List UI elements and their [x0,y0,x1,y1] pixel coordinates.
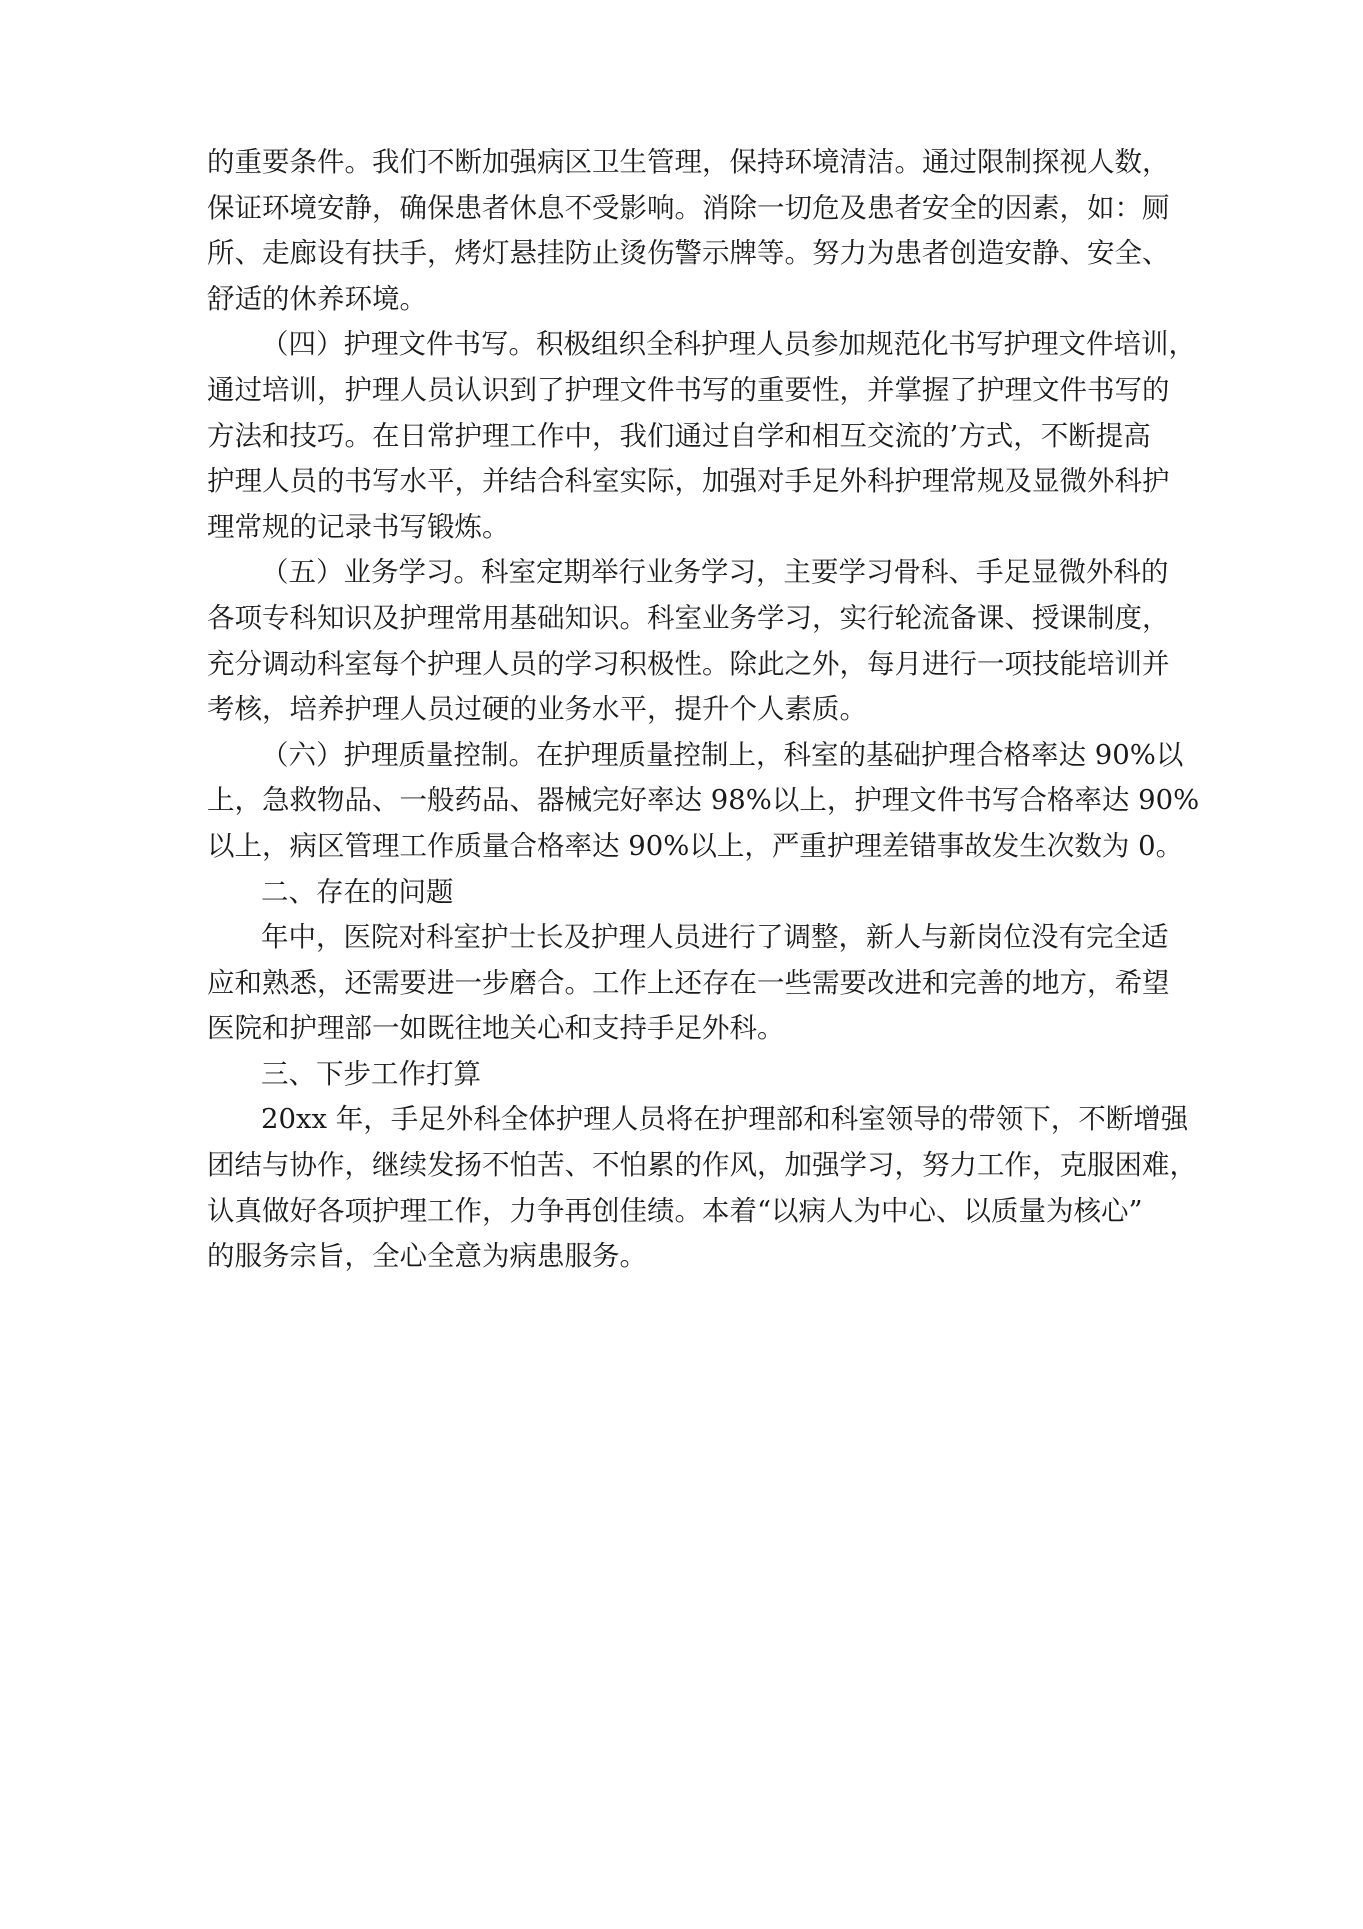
text-line: 充分调动科室每个护理人员的学习积极性。除此之外，每月进行一项技能培训并 [207,647,1170,680]
text-line: 年中，医院对科室护士长及护理人员进行了调整，新人与新岗位没有完全适 [261,921,1169,954]
text-line: 所、走廊设有扶手，烤灯悬挂防止烫伤警示牌等。努力为患者创造安静、安全、 [207,237,1170,270]
text-line: 各项专科知识及护理常用基础知识。科室业务学习，实行轮流备课、授课制度， [207,601,1170,634]
text-line: 20xx 年，手足外科全体护理人员将在护理部和科室领导的带领下，不断增强 [261,1103,1189,1136]
heading-next-steps [207,1052,1182,1098]
text-line: 团结与协作，继续发扬不怕苦、不怕累的作风，加强学习，努力工作，克服困难， [207,1149,1197,1182]
document-body [207,140,1200,1280]
paragraph-existing-problems [207,915,1182,1052]
text-line: 上，急救物品、一般药品、器械完好率达 98%以上，护理文件书写合格率达 90% [207,784,1200,817]
text-line: 的重要条件。我们不断加强病区卫生管理，保持环境清洁。通过限制探视人数， [207,146,1170,178]
text-line: 的服务宗旨，全心全意为病患服务。 [207,1240,647,1273]
paragraph-next-steps [207,1097,1197,1279]
text-line: 理常规的记录书写锻炼。 [207,510,510,543]
text-line: （四）护理文件书写。积极组织全科护理人员参加规范化书写护理文件培训， [261,328,1196,361]
paragraph-quality-control [207,733,1200,870]
text-line: 护理人员的书写水平，并结合科室实际，加强对手足外科护理常规及显微外科护 [207,465,1170,498]
text-line: 应和熟悉，还需要进一步磨合。工作上还存在一些需要改进和完善的地方，希望 [207,966,1170,999]
text-line: 医院和护理部一如既往地关心和支持手足外科。 [207,1012,785,1045]
section-heading: 二、存在的问题 [261,875,454,908]
text-line: 方法和技巧。在日常护理工作中，我们通过自学和相互交流的’方式，不断提高 [207,419,1151,452]
text-line: 以上，病区管理工作质量合格率达 90%以上，严重护理差错事故发生次数为 0。 [207,829,1184,862]
text-line: 认真做好各项护理工作，力争再创佳绩。本着“以病人为中心、以质量为核心” [207,1194,1143,1227]
paragraph-nursing-documentation [207,322,1196,550]
text-line: 通过培训，护理人员认识到了护理文件书写的重要性，并掌握了护理文件书写的 [207,373,1170,406]
text-line: 考核，培养护理人员过硬的业务水平，提升个人素质。 [207,693,867,726]
paragraph-ward-hygiene [207,140,1182,322]
heading-existing-problems [207,870,1182,916]
text-line: 保证环境安静，确保患者休息不受影响。消除一切危及患者安全的因素，如：厕 [207,191,1170,224]
paragraph-business-study [207,550,1182,732]
text-line: （五）业务学习。科室定期举行业务学习，主要学习骨科、手足显微外科的 [261,556,1169,589]
text-line: 舒适的休养环境。 [207,282,427,315]
section-heading: 三、下步工作打算 [261,1057,481,1090]
text-line: （六）护理质量控制。在护理质量控制上，科室的基础护理合格率达 90%以 [261,738,1184,771]
